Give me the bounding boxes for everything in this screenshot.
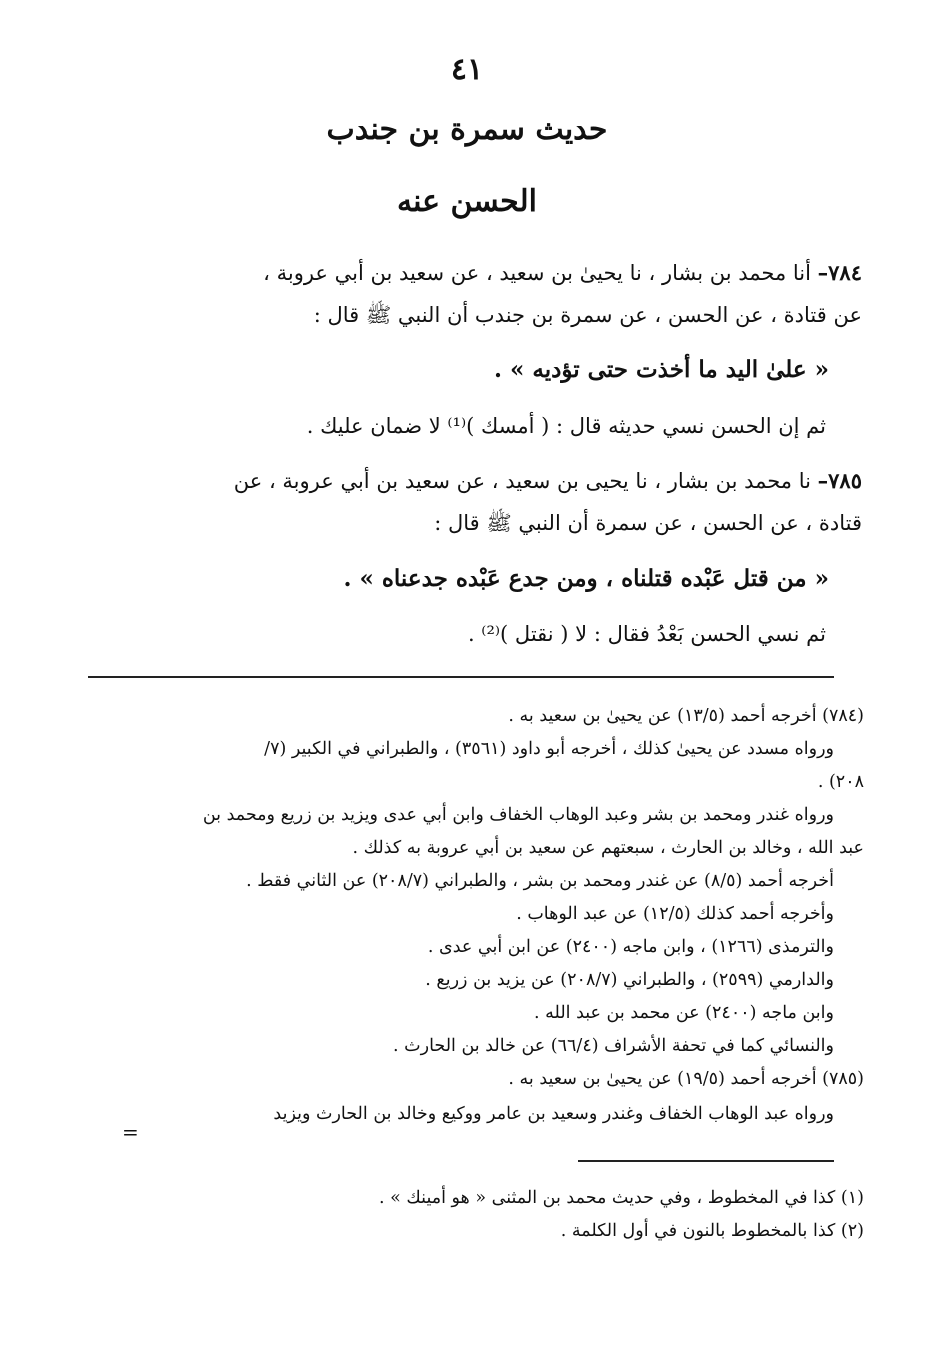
takhrij-line: عبد الله ، وخالد بن الحارث ، سبعتهم عن سعيد بن أبي عروبة به كذلك . [352,838,864,858]
footnote-rule [578,1160,834,1162]
takhrij-line: والترمذى (١٢٦٦) ، وابن ماجه (٢٤٠٠) عن ابن أبي عدى . [427,937,834,957]
continuation-mark: = [122,1120,139,1144]
takhrij-line: (٧٨٤) أخرجه أحمد (١٣/٥) عن يحيىٰ بن سعيد به . [508,706,864,726]
takhrij-line: وأخرجه أحمد كذلك (١٢/٥) عن عبد الوهاب . [516,904,834,924]
takhrij-line: وابن ماجه (٢٤٠٠) عن محمد بن عبد الله . [534,1003,834,1023]
takhrij-line: والدارمي (٢٥٩٩) ، والطبراني (٢٠٨/٧) عن يزيد بن زريع . [425,970,834,990]
hadith-784-number: ٧٨٤– [817,260,862,285]
footnote-1: (١) كذا في المخطوط ، وفي حديث محمد بن المثنى « هو أمينك » . [379,1188,864,1208]
hadith-784-note: ثم إن الحسن نسي حديثه قال : ( أمسك )⁽¹⁾ لا ضمان عليك . [306,414,826,438]
hadith-785-number: ٧٨٥– [817,468,862,493]
page-number: ٤١ [450,52,484,87]
hadith-784-quote: « علىٰ اليد ما أخذت حتى تؤديه » . [494,356,829,383]
hadith-785-line-2: قتادة ، عن الحسن ، عن سمرة أن النبي ﷺ قال : [434,511,862,535]
chapter-title: حديث سمرة بن جندب [326,112,608,147]
takhrij-line: ٢٠٨) . [817,772,864,792]
footnote-2: (٢) كذا بالمخطوط بالنون في أول الكلمة . [560,1221,864,1241]
hadith-784-line-1: ٧٨٤– أنا محمد بن بشار ، نا يحيىٰ بن سعيد ، عن سعيد بن أبي عروبة ، [263,260,862,285]
takhrij-line: ورواه غندر ومحمد بن بشر وعبد الوهاب الخفاف وابن أبي عدى ويزيد بن زريع ومحمد بن [202,805,834,825]
hadith-785-line-1: ٧٨٥– نا محمد بن بشار ، نا يحيى بن سعيد ، عن سعيد بن أبي عروبة ، عن [233,468,862,493]
hadith-784-line-2: عن قتادة ، عن الحسن ، عن سمرة بن جندب أن النبي ﷺ قال : [313,303,862,327]
takhrij-line: أخرجه أحمد (٨/٥) عن غندر ومحمد بن بشر ، والطبراني (٢٠٨/٧) عن الثاني فقط . [246,871,834,891]
separator-rule [88,676,834,678]
takhrij-line: والنسائي كما في تحفة الأشراف (٦٦/٤) عن خالد بن الحارث . [393,1036,834,1056]
section-title: الحسن عنه [397,184,537,219]
hadith-785-note: ثم نسي الحسن بَعْدُ فقال : لا ( نقتل )⁽²⁾ . [467,622,826,646]
hadith-785-quote: « من قتل عَبْده قتلناه ، ومن جدع عَبْده جدعناه » . [343,565,829,592]
takhrij-line: ورواه عبد الوهاب الخفاف وغندر وسعيد بن عامر ووكيع وخالد بن الحارث ويزيد [273,1104,834,1124]
takhrij-line: (٧٨٥) أخرجه أحمد (١٩/٥) عن يحيىٰ بن سعيد به . [508,1069,864,1089]
takhrij-line: ورواه مسدد عن يحيىٰ كذلك ، أخرجه أبو داود (٣٥٦١) ، والطبراني في الكبير (٧/ [264,739,834,759]
